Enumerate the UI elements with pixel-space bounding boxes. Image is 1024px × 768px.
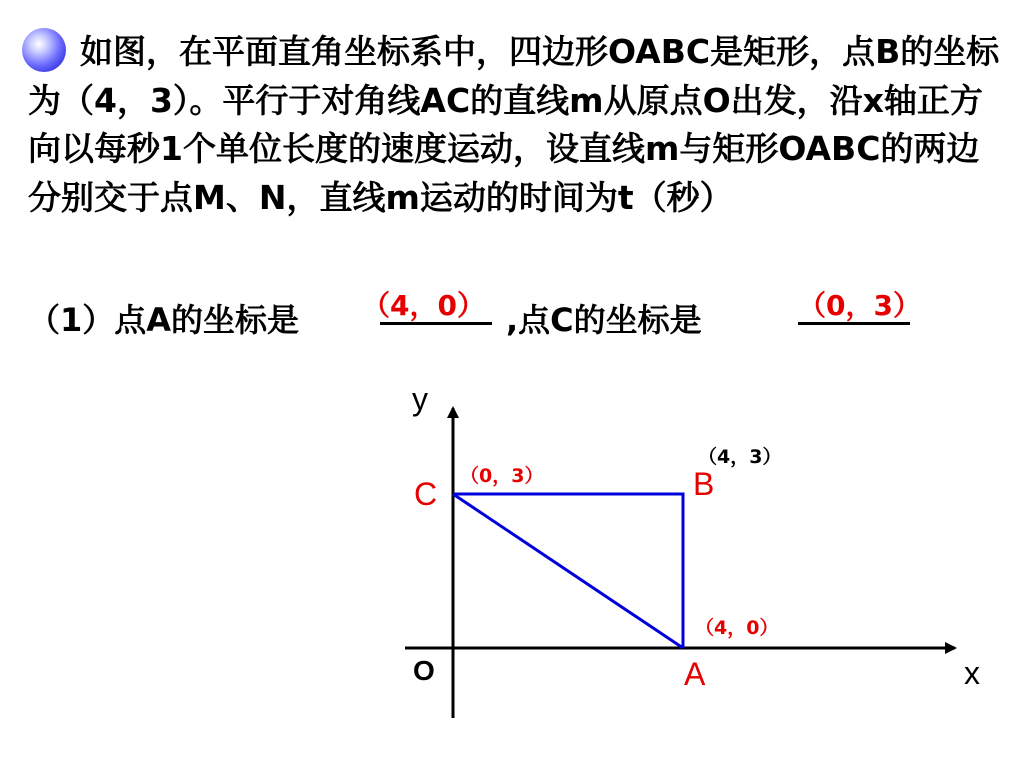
- y-axis-label: y: [412, 381, 428, 417]
- coord-c-label: （0，3）: [460, 465, 544, 487]
- point-c-label: C: [414, 476, 438, 512]
- origin-label: O: [413, 655, 435, 686]
- coord-a-label: （4，0）: [695, 617, 779, 639]
- x-axis-label: x: [964, 655, 980, 691]
- diagonal-ac: [453, 494, 683, 648]
- answer-a: （4，0）: [362, 289, 485, 322]
- problem-statement: 如图，在平面直角坐标系中，四边形OABC是矩形，点B的坐标为（4，3）。平行于对角线AC的直线m从原点O出发，沿x轴正方向以每秒1个单位长度的速度运动，设直线m与矩形OABC的两边分别交于点M、N，直线m运动的时间为t（秒）: [28, 32, 1000, 217]
- point-a-label: A: [684, 656, 706, 692]
- answer-c: （0，3）: [798, 289, 921, 322]
- point-b-label: B: [693, 466, 715, 502]
- coord-b-label: （4，3）: [698, 446, 782, 468]
- question-1-middle: ,点C的坐标是: [506, 301, 702, 339]
- question-1-prefix: （1）点A的坐标是: [28, 301, 300, 339]
